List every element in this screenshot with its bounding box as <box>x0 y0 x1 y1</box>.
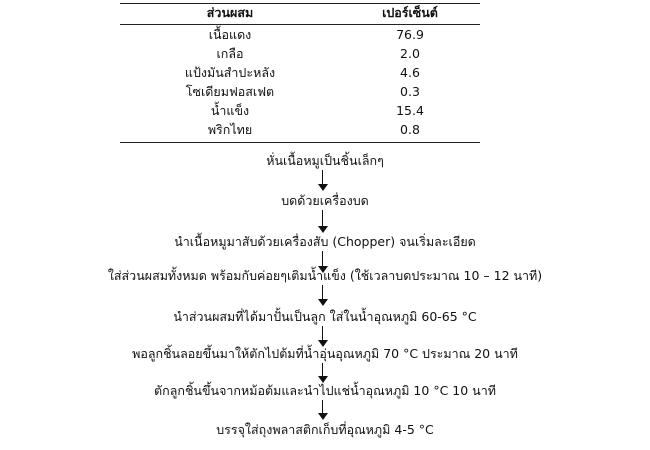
flow-step-shape: นำส่วนผสมที่ได้มาปั้นเป็นลูก ใส่ในน้ำอุณหภูมิ 60-65 °C <box>173 309 477 324</box>
table-row-ingredient: โซเดียมฟอสเฟต <box>185 84 275 99</box>
flow-step-grind: บดด้วยเครื่องบด <box>281 193 369 208</box>
table-row-ingredient: พริกไทย <box>207 122 253 137</box>
table-row-ingredient: น้ำแข็ง <box>210 103 250 118</box>
flow-step-boil: พอลูกชิ้นลอยขึ้นมาให้ตักไปต้มที่น้ำอุ่นอุณหภูมิ 70 °C ประมาณ 20 นาที <box>132 346 518 361</box>
flow-step-package: บรรจุใส่ถุงพลาสติกเก็บที่อุณหภูมิ 4-5 °C <box>216 422 434 437</box>
header-ingredient: ส่วนผสม <box>206 5 254 20</box>
table-row-percent: 2.0 <box>400 46 420 61</box>
table-row-percent: 0.3 <box>400 84 420 99</box>
table-row-percent: 15.4 <box>396 103 424 118</box>
flow-step-cool: ตักลูกชิ้นขึ้นจากหม้อต้มและนำไปแช่น้ำอุณหภูมิ 10 °C 10 นาที <box>154 383 496 398</box>
table-row-percent: 4.6 <box>400 65 420 80</box>
table-row-percent: 76.9 <box>396 27 424 42</box>
flow-step-mix: ใส่ส่วนผสมทั้งหมด พร้อมกับค่อยๆเติมน้ำแข็ง (ใช้เวลาบดประมาณ 10 – 12 นาที) <box>107 268 543 283</box>
header-percent: เปอร์เซ็นต์ <box>382 5 438 20</box>
table-row-ingredient: เกลือ <box>216 46 244 61</box>
flow-step-cut: หั่นเนื้อหมูเป็นชิ้นเล็กๆ <box>266 153 384 168</box>
flow-step-chop: นำเนื้อหมูมาสับด้วยเครื่องสับ (Chopper) จนเริ่มละเอียด <box>174 234 476 249</box>
table-row-percent: 0.8 <box>400 122 420 137</box>
table-row-ingredient: เนื้อแดง <box>208 27 252 42</box>
table-row-ingredient: แป้งมันสำปะหลัง <box>184 65 276 80</box>
